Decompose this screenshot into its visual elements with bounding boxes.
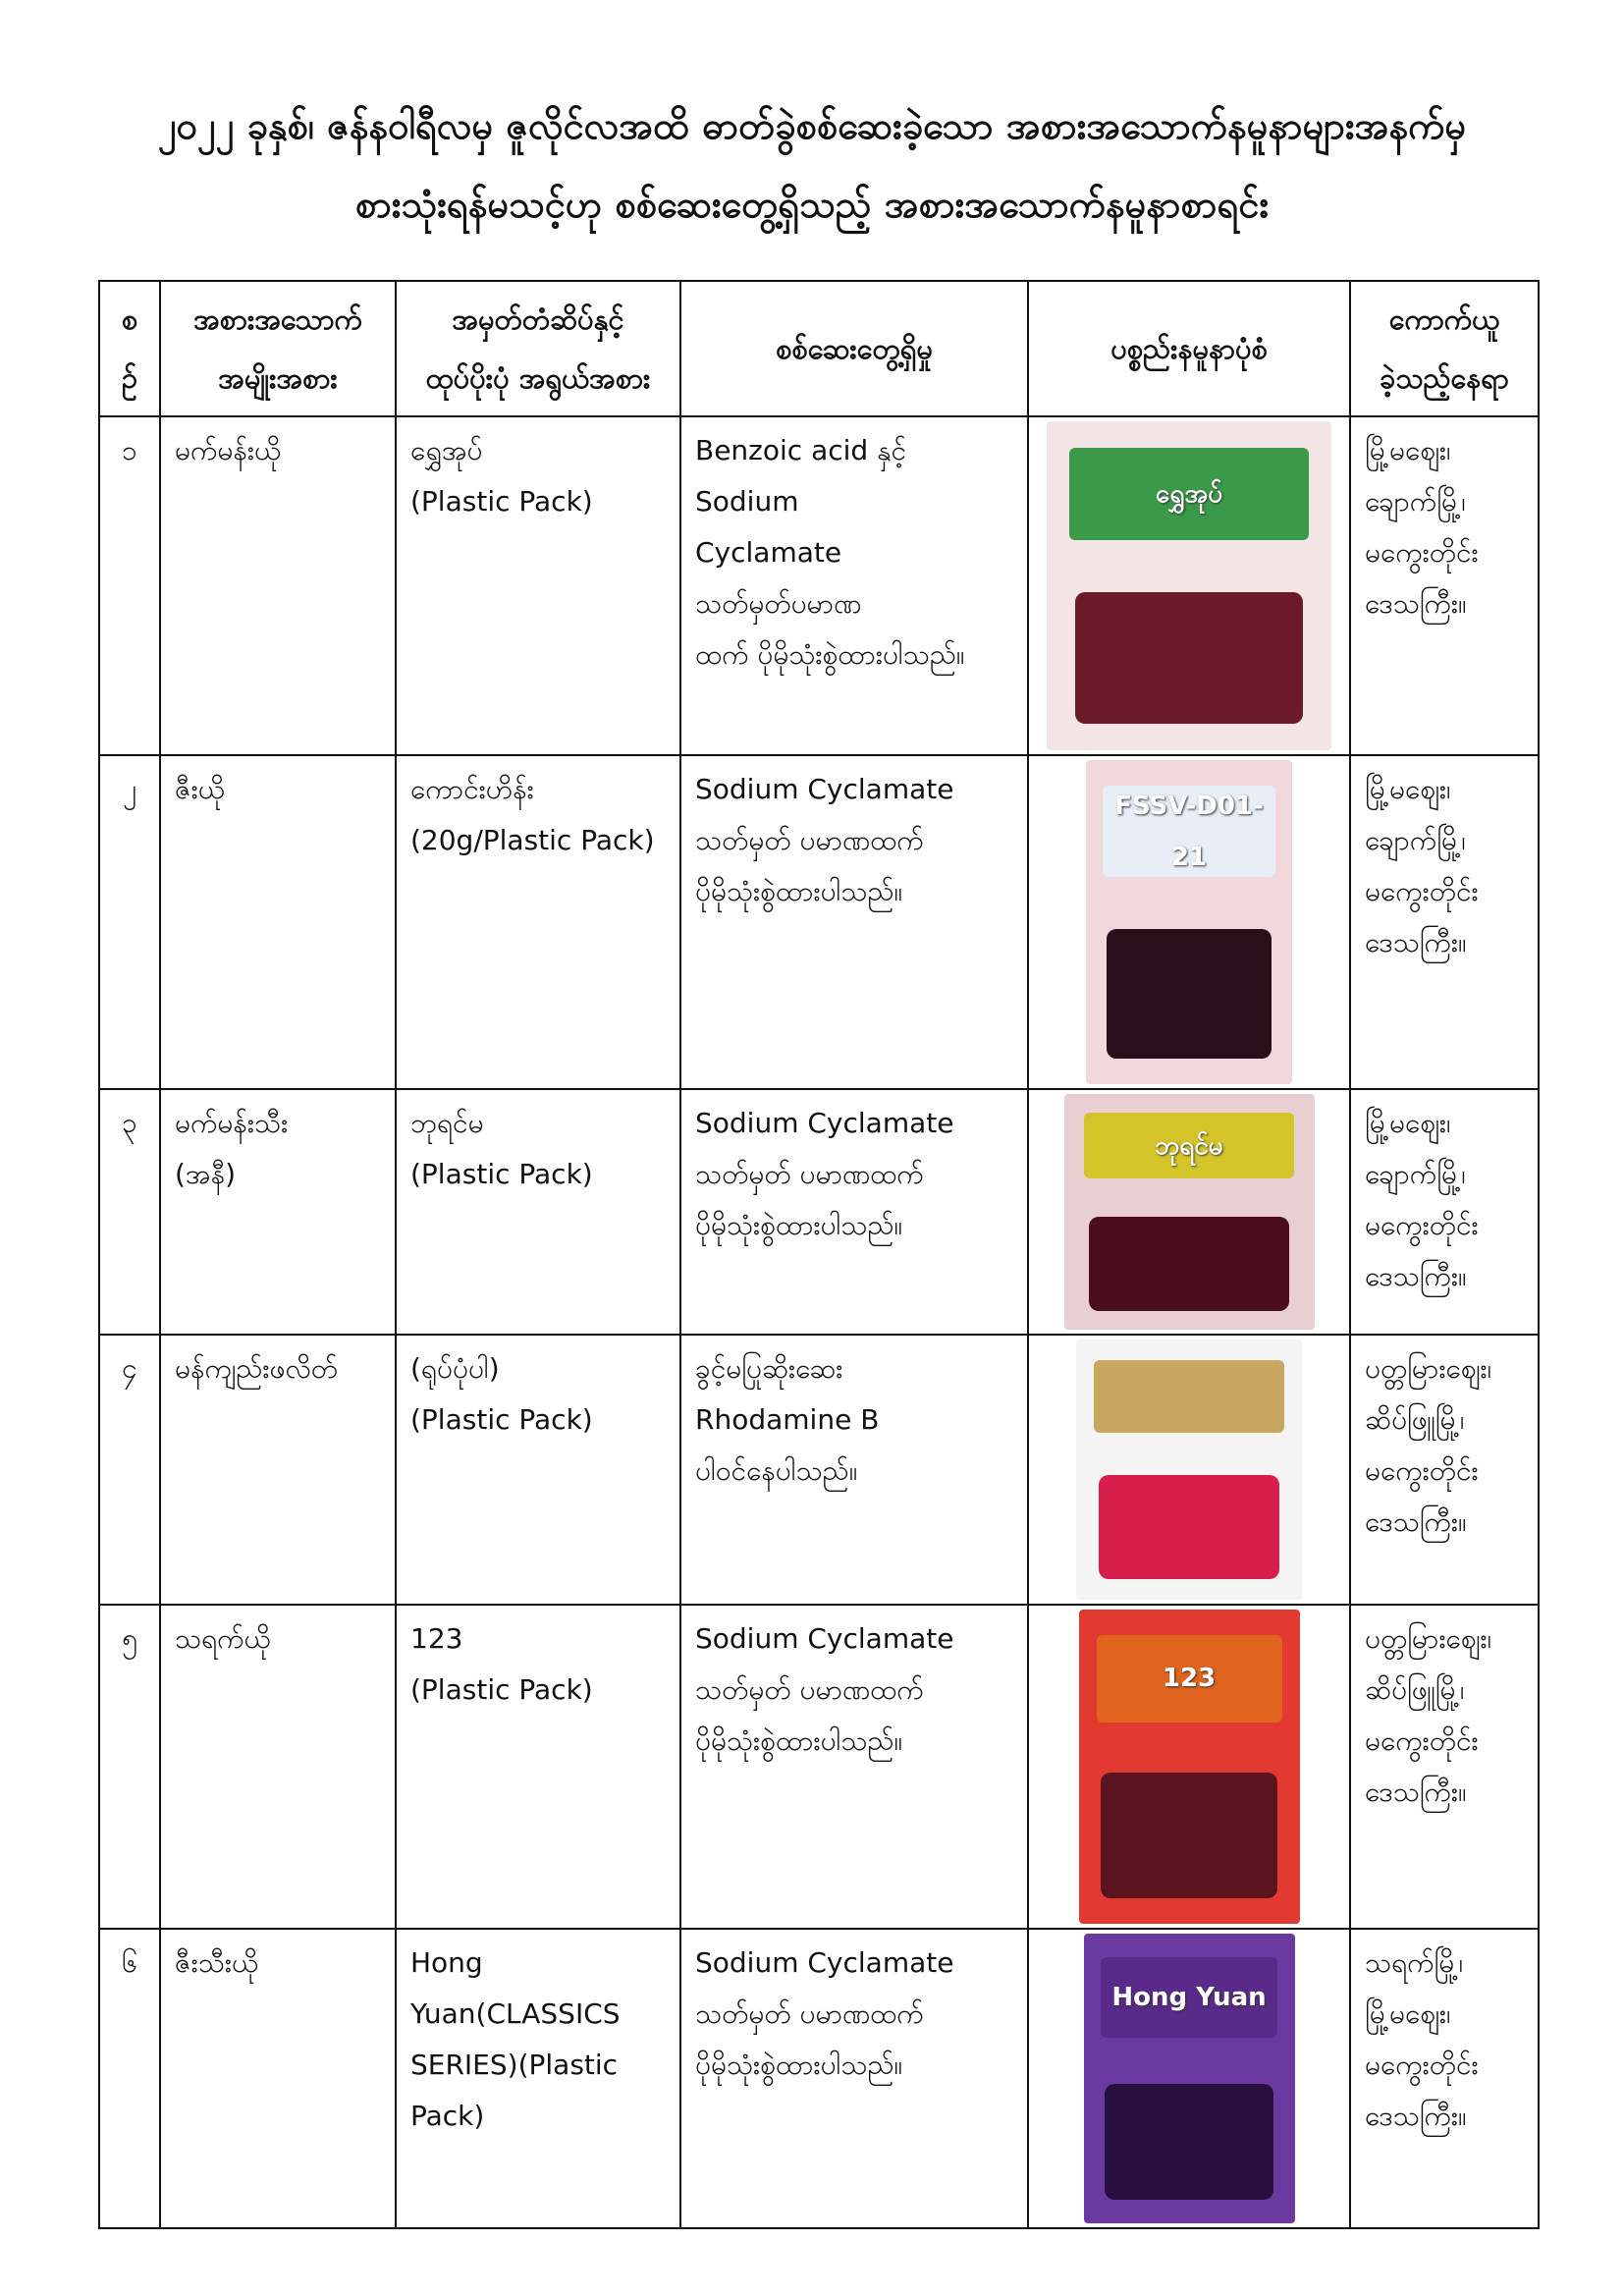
food-type-text: ဇီးယို [175, 773, 225, 805]
finding-text: ပိုမိုသုံးစွဲထားပါသည်။ [695, 1724, 903, 1757]
header-text: စဉ် [121, 302, 138, 395]
brand-text: (20g/Plastic Pack) [410, 824, 655, 856]
finding-text: သတ်မှတ်ပမာဏ [695, 587, 862, 620]
brand-cell [396, 755, 680, 1089]
food-type-text: သရက်ယို [175, 1622, 271, 1655]
package-content [1105, 2084, 1273, 2200]
location-text: မကွေးတိုင်း [1365, 1454, 1479, 1487]
brand-text: (Plastic Pack) [410, 1403, 593, 1436]
table-row [99, 1929, 1539, 2228]
row-number: ၄ [99, 1335, 160, 1605]
brand-text: (ရုပ်ပုံပါ) [410, 1352, 500, 1385]
brand-cell [396, 416, 680, 755]
location-text: သရက်မြို့၊ [1365, 1946, 1463, 1979]
header-text: ခဲ့သည့်နေရာ [1380, 361, 1509, 395]
location-cell [1350, 1605, 1539, 1929]
food-type-cell [160, 755, 396, 1089]
location-text: မြို့မဈေး၊ [1365, 1997, 1451, 2030]
row-number: ၂ [99, 755, 160, 1089]
finding-text: Sodium Cyclamate [695, 1622, 954, 1655]
finding-text: ပိုမိုသုံးစွဲထားပါသည်။ [695, 875, 903, 907]
finding-text: ပိုမိုသုံးစွဲထားပါသည်။ [695, 1209, 903, 1241]
samples-table [98, 280, 1540, 2229]
finding-text: သတ်မှတ် ပမာဏထက် [695, 824, 924, 856]
package-label [1094, 1360, 1283, 1433]
sample-package-image [1084, 1934, 1295, 2223]
location-text: ပတ္တမြားဈေး၊ [1365, 1622, 1492, 1655]
location-text: ဒေသကြီး။ [1365, 2100, 1467, 2132]
location-text: မကွေးတိုင်း [1365, 1724, 1479, 1757]
finding-text: ပါဝင်နေပါသည်။ [695, 1454, 858, 1487]
finding-text: ပိုမိုသုံးစွဲထားပါသည်။ [695, 2049, 903, 2081]
finding-text: ထက် ပိုမိုသုံးစွဲထားပါသည်။ [695, 638, 965, 671]
location-text: မကွေးတိုင်း [1365, 536, 1479, 569]
sample-image-cell [1028, 1089, 1350, 1335]
table-header-row [99, 281, 1539, 416]
location-cell [1350, 1089, 1539, 1335]
location-cell [1350, 755, 1539, 1089]
location-text: မကွေးတိုင်း [1365, 2049, 1479, 2081]
finding-cell [680, 1929, 1028, 2228]
header-text: စစ်ဆေးတွေ့ရှိမှု [776, 332, 933, 365]
brand-cell [396, 1605, 680, 1929]
finding-text: Sodium Cyclamate [695, 1107, 954, 1139]
food-type-text: (အနီ) [175, 1158, 237, 1190]
location-text: ဒေသကြီး။ [1365, 1260, 1467, 1292]
package-content [1089, 1217, 1289, 1311]
food-type-text: မက်မန်းသီး [175, 1107, 289, 1139]
finding-text: Sodium Cyclamate [695, 1946, 954, 1979]
location-text: မကွေးတိုင်း [1365, 1209, 1479, 1241]
table-row [99, 1335, 1539, 1605]
finding-text: ခွင့်မပြုဆိုးဆေး [695, 1352, 843, 1385]
location-cell [1350, 416, 1539, 755]
brand-text: SERIES)(Plastic [410, 2049, 619, 2081]
sample-package-image [1047, 421, 1331, 750]
sample-image-cell [1028, 1929, 1350, 2228]
sample-package-image [1064, 1094, 1315, 1330]
header-text: အမှတ်တံဆိပ်နှင့် [452, 302, 624, 336]
brand-cell [396, 1335, 680, 1605]
location-text: မြို့မဈေး၊ [1365, 434, 1451, 466]
food-type-cell [160, 1089, 396, 1335]
brand-text: (Plastic Pack) [410, 485, 593, 518]
location-text: ဒေသကြီး။ [1365, 926, 1467, 958]
brand-text: Hong [410, 1946, 483, 1979]
sample-package-image [1086, 760, 1292, 1084]
header-text: ကောက်ယူ [1388, 302, 1500, 336]
finding-cell [680, 416, 1028, 755]
package-content [1075, 592, 1303, 724]
row-number: ၆ [99, 1929, 160, 2228]
table-row [99, 416, 1539, 755]
finding-text: သတ်မှတ် ပမာဏထက် [695, 1158, 924, 1190]
finding-text: Cyclamate [695, 536, 842, 569]
finding-text: သတ်မှတ် ပမာဏထက် [695, 1673, 924, 1706]
finding-text: Sodium Cyclamate [695, 773, 954, 805]
food-type-text: မန်ကျည်းဖလိတ် [175, 1352, 339, 1385]
header-text: ထုပ်ပိုးပုံ အရွယ်အစား [425, 361, 651, 395]
food-type-text: ဇီးသီးယို [175, 1946, 259, 1979]
brand-text: Yuan(CLASSICS [410, 1997, 621, 2030]
location-text: ဒေသကြီး။ [1365, 587, 1467, 620]
package-label: 123 [1097, 1635, 1282, 1723]
package-label: ဘုရင်မ [1084, 1113, 1294, 1178]
sample-image-cell [1028, 416, 1350, 755]
brand-text: (Plastic Pack) [410, 1673, 593, 1706]
header-no [99, 281, 160, 416]
location-text: ပတ္တမြားဈေး၊ [1365, 1352, 1492, 1385]
row-number: ၃ [99, 1089, 160, 1335]
food-type-cell [160, 1335, 396, 1605]
header-sample-image [1028, 281, 1350, 416]
brand-cell [396, 1089, 680, 1335]
header-text: အစားအသောက် [193, 302, 362, 336]
header-brand-package [396, 281, 680, 416]
finding-text: သတ်မှတ် ပမာဏထက် [695, 1997, 924, 2030]
location-text: ဆိပ်ဖြူမြို့၊ [1365, 1403, 1465, 1436]
header-text: အမျိုးအစား [218, 361, 338, 395]
header-location [1350, 281, 1539, 416]
location-text: ဒေသကြီး။ [1365, 1776, 1467, 1808]
package-label: ရွှေအုပ် [1069, 448, 1309, 540]
location-text: ချောက်မြို့၊ [1365, 1158, 1466, 1190]
table-row [99, 755, 1539, 1089]
sample-package-image [1076, 1339, 1302, 1600]
package-content [1099, 1475, 1279, 1579]
brand-cell [396, 1929, 680, 2228]
food-type-text: မက်မန်းယို [175, 434, 282, 466]
page-title-line-1: ၂၀၂၂ ခုနှစ်၊ ဇန်နဝါရီလမှ ဇူလိုင်လအထိ ဓာတ်ခွဲစစ်ဆေးခဲ့သော အစားအသောက်နမူနာများအနက်မှ [157, 104, 1467, 147]
sample-image-cell [1028, 1335, 1350, 1605]
sample-image-cell [1028, 755, 1350, 1089]
location-text: ဒေသကြီး။ [1365, 1505, 1467, 1538]
location-text: ချောက်မြို့၊ [1365, 485, 1466, 518]
row-number: ၁ [99, 416, 160, 755]
location-text: မကွေးတိုင်း [1365, 875, 1479, 907]
location-text: ချောက်မြို့၊ [1365, 824, 1466, 856]
package-content [1107, 929, 1272, 1059]
page-title-line-2: စားသုံးရန်မသင့်ဟု စစ်ဆေးတွေ့ရှိသည့် အစားအသောက်နမူနာစာရင်း [354, 183, 1270, 226]
brand-text: ဘုရင်မ [410, 1107, 484, 1139]
location-cell [1350, 1929, 1539, 2228]
location-text: မြို့မဈေး၊ [1365, 1107, 1451, 1139]
food-type-cell [160, 416, 396, 755]
food-type-cell [160, 1605, 396, 1929]
finding-text: Benzoic acid နှင့် Sodium [695, 434, 907, 518]
finding-cell [680, 1605, 1028, 1929]
package-label: FSSV-D01-21 [1103, 786, 1275, 876]
location-text: မြို့မဈေး၊ [1365, 773, 1451, 805]
header-food-type [160, 281, 396, 416]
brand-text: ရွှေအုပ် [410, 434, 483, 466]
finding-cell [680, 1089, 1028, 1335]
header-text: ပစ္စည်းနမူနာပုံစံ [1110, 332, 1268, 365]
food-type-cell [160, 1929, 396, 2228]
brand-text: 123 [410, 1622, 463, 1655]
header-finding [680, 281, 1028, 416]
brand-text: ကောင်းဟိန်း [410, 773, 534, 805]
table-row [99, 1089, 1539, 1335]
finding-text: Rhodamine B [695, 1403, 880, 1436]
table-row [99, 1605, 1539, 1929]
location-cell [1350, 1335, 1539, 1605]
location-text: ဆိပ်ဖြူမြို့၊ [1365, 1673, 1465, 1706]
finding-cell [680, 755, 1028, 1089]
brand-text: Pack) [410, 2100, 485, 2132]
package-content [1101, 1773, 1277, 1898]
row-number: ၅ [99, 1605, 160, 1929]
brand-text: (Plastic Pack) [410, 1158, 593, 1190]
package-label: Hong Yuan [1101, 1957, 1278, 2039]
finding-cell [680, 1335, 1028, 1605]
sample-package-image [1079, 1610, 1300, 1924]
sample-image-cell [1028, 1605, 1350, 1929]
